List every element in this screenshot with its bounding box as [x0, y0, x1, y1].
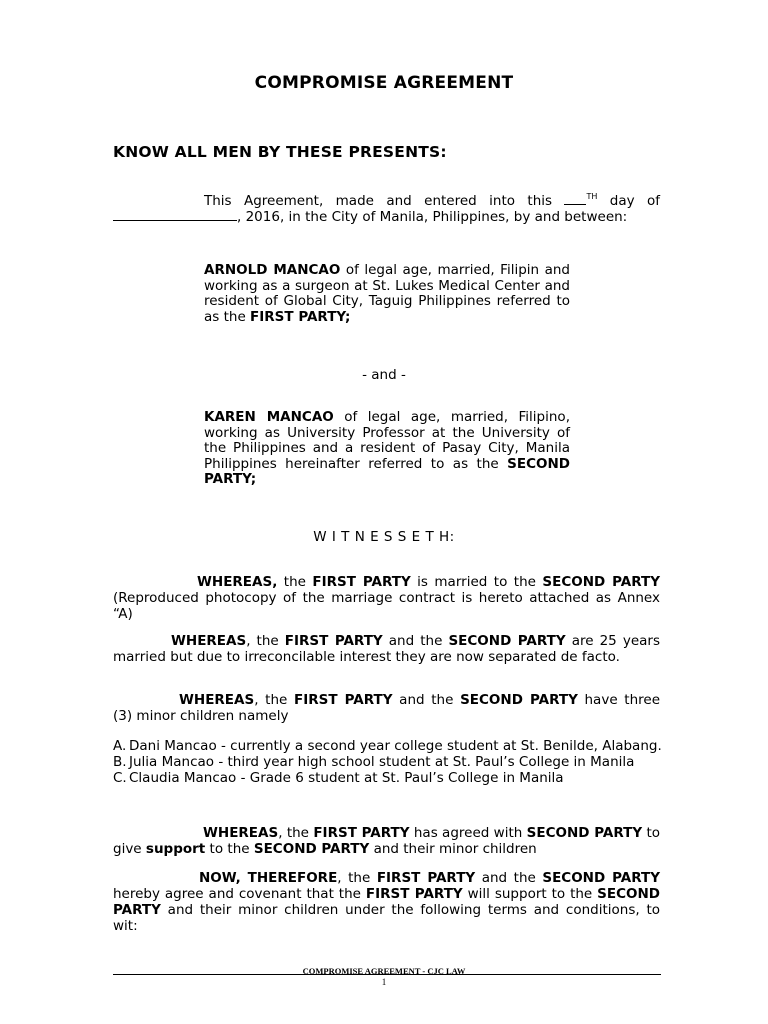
- day-blank: [564, 193, 586, 205]
- now-therefore-paragraph: NOW, THEREFORE, the FIRST PARTY and the SECOND PARTY hereby agree and covenant that the FIRST PARTY will support to the SECOND PARTY and their minor children under the following terms and conditions, to wit:: [113, 870, 661, 934]
- whereas-children-paragraph: WHEREAS, the FIRST PARTY and the SECOND PARTY have three (3) minor children namely: [113, 692, 661, 724]
- and-separator: - and -: [362, 367, 406, 383]
- footer-divider: [113, 974, 661, 975]
- list-item: A. Dani Mancao - currently a second year college student at St. Benilde, Alabang.: [113, 738, 662, 754]
- know-all-heading: KNOW ALL MEN BY THESE PRESENTS:: [113, 143, 447, 161]
- whereas-support-paragraph: WHEREAS, the FIRST PARTY has agreed with SECOND PARTY to give support to the SECOND PARTY and their minor children: [113, 825, 660, 857]
- whereas-married-paragraph: WHEREAS, the FIRST PARTY is married to the SECOND PARTY (Reproduced photocopy of the marriage contract is hereto attached as Annex “A): [113, 574, 660, 622]
- children-list: [113, 738, 673, 786]
- list-item: B. Julia Mancao - third year high school student at St. Paul’s College in Manila: [113, 754, 635, 770]
- witnesseth-heading: W I T N E S S E T H:: [313, 529, 455, 545]
- first-party-paragraph: ARNOLD MANCAO of legal age, married, Filipin and working as a surgeon at St. Lukes Medical Center and resident of Global City, Taguig Philippines referred to as the FIRST PARTY;: [204, 262, 570, 325]
- list-item: C. Claudia Mancao - Grade 6 student at St. Paul’s College in Manila: [113, 770, 564, 786]
- intro-paragraph: This Agreement, made and entered into this $^{TH}$ day of , 2016, in the City of Manila, Philippines, by and between:: [113, 189, 660, 225]
- month-blank: [113, 209, 237, 221]
- page-number: 1: [381, 977, 387, 987]
- whereas-separated-paragraph: WHEREAS, the FIRST PARTY and the SECOND PARTY are 25 years married but due to irreconcilable interest they are now separated de facto.: [113, 633, 660, 665]
- document-title: COMPROMISE AGREEMENT: [254, 73, 514, 93]
- footer-text: COMPROMISE AGREEMENT - CJC LAW: [302, 966, 466, 976]
- second-party-paragraph: KAREN MANCAO of legal age, married, Filipino, working as University Professor at the University of the Philippines and a resident of Pasay City, Manila Philippines hereinafter referred to as the SECOND PARTY;: [204, 409, 570, 487]
